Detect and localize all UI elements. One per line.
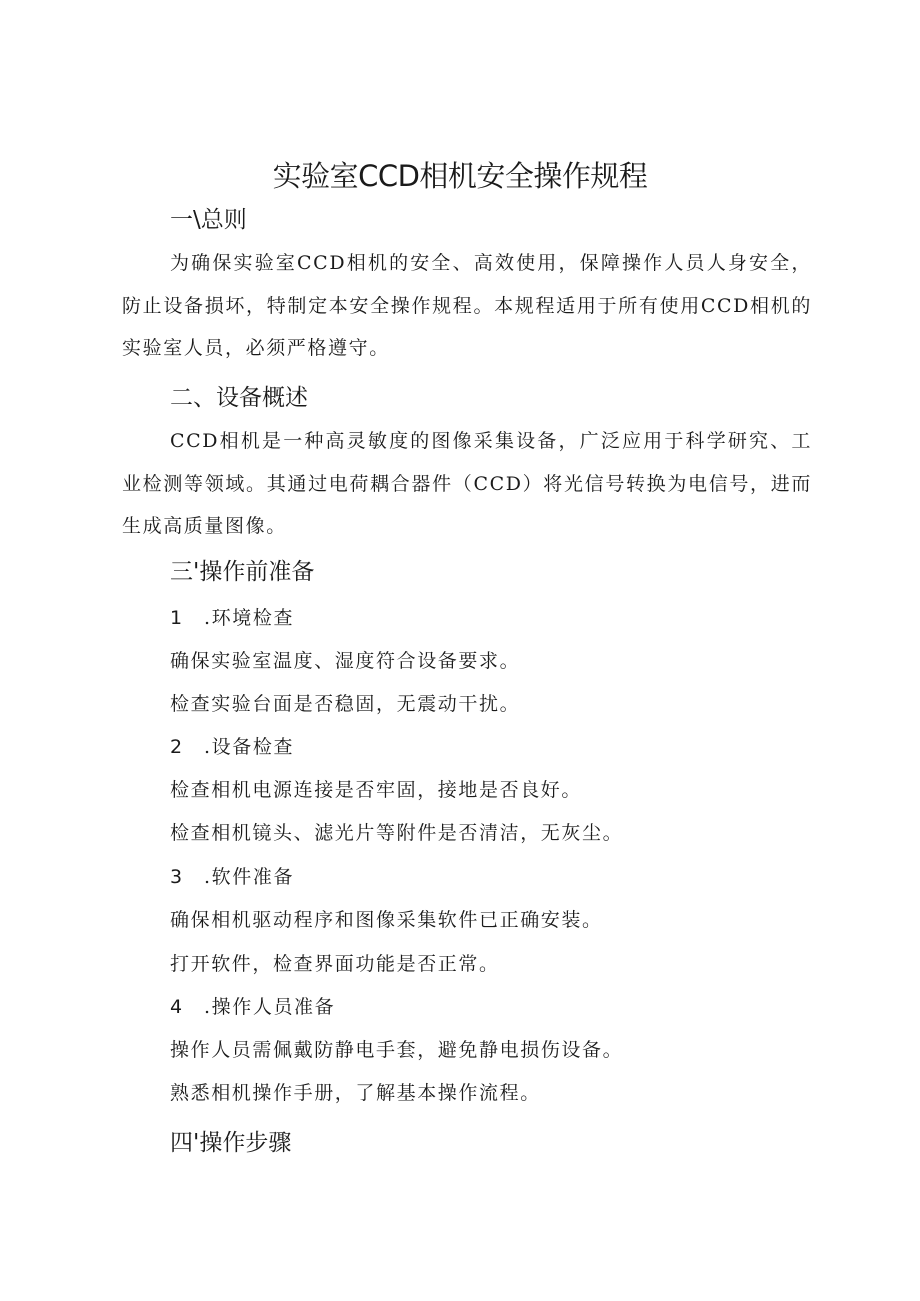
subsection-label: .设备检查 [204,736,295,758]
subsection-title [170,732,294,762]
subsection-number: 4 [170,996,184,1018]
subsection-number: 1 [170,607,184,629]
subsection-line: 确保实验室温度、湿度符合设备要求。 [170,650,521,672]
subsection-line: 检查相机镜头、滤光片等附件是否清洁，无灰尘。 [170,822,624,844]
section-heading-steps: 四'操作步骤 [170,1130,292,1156]
section-heading-general: 一\总则 [170,207,247,233]
subsection-line: 打开软件，检查界面功能是否正常。 [170,953,500,975]
document-title: 实验室CCD相机安全操作规程 [272,159,648,193]
section-heading-overview: 二、设备概述 [170,385,308,411]
subsection-number: 3 [170,866,184,888]
subsection-label: .软件准备 [204,866,295,888]
section-paragraph-general: 为确保实验室CCD相机的安全、高效使用，保障操作人员人身安全，防止设备损坏，特制定本安全操作规程。本规程适用于所有使用CCD相机的实验室人员，必须严格遵守。 [122,252,812,359]
subsection-number: 2 [170,736,184,758]
subsection-title [170,992,335,1022]
subsection-label: .环境检查 [204,607,295,629]
subsection-line: 检查相机电源连接是否牢固，接地是否良好。 [170,779,583,801]
section-heading-preparation: 三'操作前准备 [170,559,315,585]
subsection-line: 熟悉相机操作手册，了解基本操作流程。 [170,1082,541,1104]
subsection-title [170,862,294,892]
subsection-label: .操作人员准备 [204,996,336,1018]
subsection-line: 确保相机驱动程序和图像采集软件已正确安装。 [170,909,603,931]
subsection-line: 检查实验台面是否稳固，无震动干扰。 [170,693,521,715]
subsection-title [170,603,294,633]
subsection-line: 操作人员需佩戴防静电手套，避免静电损伤设备。 [170,1039,624,1061]
section-paragraph-overview: CCD相机是一种高灵敏度的图像采集设备，广泛应用于科学研究、工业检测等领域。其通过电荷耦合器件（CCD）将光信号转换为电信号，进而生成高质量图像。 [122,430,812,537]
